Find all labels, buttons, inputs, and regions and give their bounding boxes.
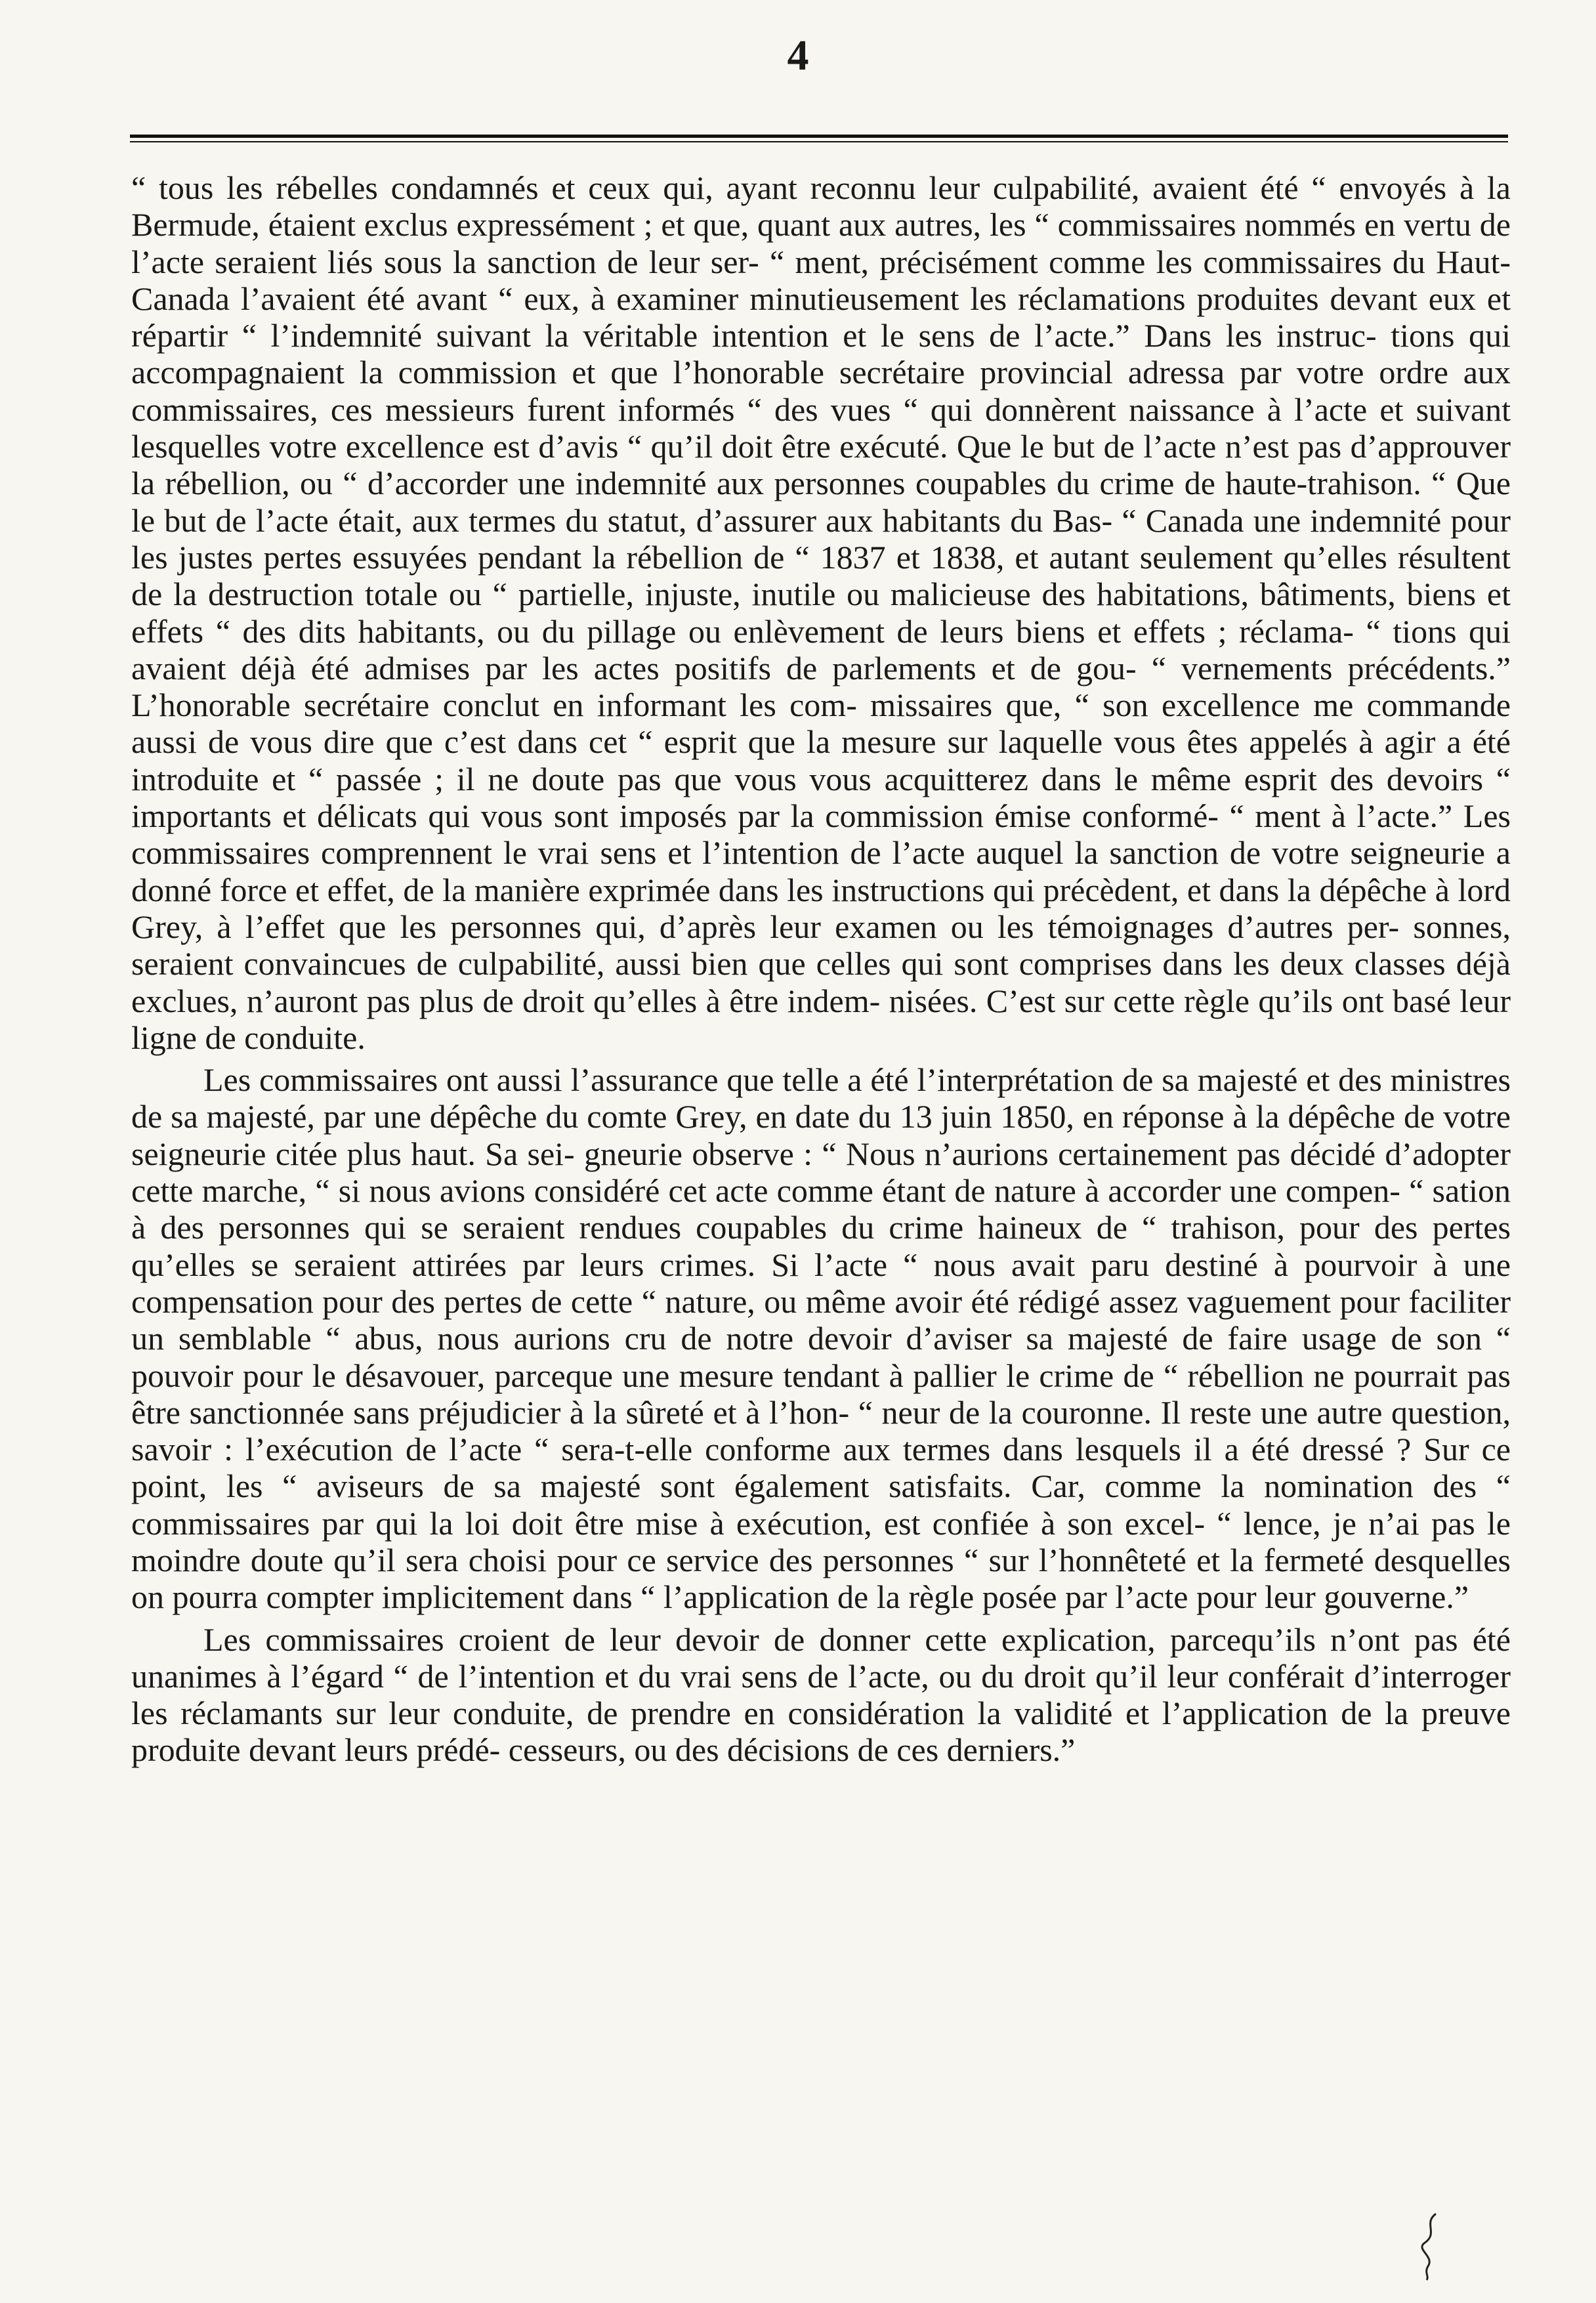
- paragraph-2: Les commissaires ont aussi l’assurance que telle a été l’interprétation de sa majesté et des ministres de sa majesté, par une dépêche du comte Grey, en date du 13 juin 1850, en réponse à la dépêche de votre seigneurie citée plus haut. Sa sei- gneurie observe : “ Nous n’aurions certainement pas décidé d’adopter cette marche, “ si nous avions considéré cet acte comme étant de nature à accorder une compen- “ sation à des personnes qui se seraient rendues coupables du crime haineux de “ trahison, pour des pertes qu’elles se seraient attirées par leurs crimes. Si l’acte “ nous avait paru destiné à pourvoir à une compensation pour des pertes de cette “ nature, ou même avoir été rédigé assez vaguement pour faciliter un semblable “ abus, nous aurions cru de notre devoir d’aviser sa majesté de faire usage de son “ pouvoir pour le désavouer, parceque une mesure tendant à pallier le crime de “ rébellion ne pourrait pas être sanctionnée sans préjudicier à la sûreté et à l’hon- “ neur de la couronne. Il reste une autre question, savoir : l’exécution de l’acte “ sera-t-elle conforme aux termes dans lesquels il a été dressé ? Sur ce point, les “ aviseurs de sa majesté sont également satisfaits. Car, comme la nomination des “ commissaires par qui la loi doit être mise à exécution, est confiée à son excel- “ lence, je n’ai pas le moindre doute qu’il sera choisi pour ce service des personnes “ sur l’honnêteté et la fermeté desquelles on pourra compter implicitement dans “ l’application de la règle posée par l’acte pour leur gouverne.”: [131, 1061, 1511, 1616]
- header-rule-thick: [130, 135, 1508, 138]
- page-number: 4: [787, 32, 809, 79]
- paragraph-spacer: [131, 1616, 1511, 1621]
- header-rule-thin: [130, 141, 1508, 142]
- handwritten-mark-icon: [1410, 2210, 1449, 2283]
- body-text: [131, 169, 1511, 1769]
- paragraph-3: Les commissaires croient de leur devoir de donner cette explication, parcequ’ils n’ont pas été unanimes à l’égard “ de l’intention et du vrai sens de l’acte, ou du droit qu’il leur conférait d’interroger les réclamants sur leur conduite, de prendre en considération la validité et l’application de la preuve produite devant leurs prédé- cesseurs, ou des décisions de ces derniers.”: [131, 1620, 1511, 1769]
- paragraph-1: “ tous les rébelles condamnés et ceux qui, ayant reconnu leur culpabilité, avaient été “ envoyés à la Bermude, étaient exclus expressément ; et que, quant aux autres, les “ commissaires nommés en vertu de l’acte seraient liés sous la sanction de leur ser- “ ment, précisément comme les commissaires du Haut-Canada l’avaient été avant “ eux, à examiner minutieusement les réclamations produites devant eux et répartir “ l’indemnité suivant la véritable intention et le sens de l’acte.” Dans les instruc- tions qui accompagnaient la commission et que l’honorable secrétaire provincial adressa par votre ordre aux commissaires, ces messieurs furent informés “ des vues “ qui donnèrent naissance à l’acte et suivant lesquelles votre excellence est d’avis “ qu’il doit être exécuté. Que le but de l’acte n’est pas d’approuver la rébellion, ou “ d’accorder une indemnité aux personnes coupables du crime de haute-trahison. “ Que le but de l’acte était, aux termes du statut, d’assurer aux habitants du Bas- “ Canada une indemnité pour les justes pertes essuyées pendant la rébellion de “ 1837 et 1838, et autant seulement qu’elles résultent de la destruction totale ou “ partielle, injuste, inutile ou malicieuse des habitations, bâtiments, biens et effets “ des dits habitants, ou du pillage ou enlèvement de leurs biens et effets ; réclama- “ tions qui avaient déjà été admises par les actes positifs de parlements et de gou- “ vernements précédents.” L’honorable secrétaire conclut en informant les com- missaires que, “ son excellence me commande aussi de vous dire que c’est dans cet “ esprit que la mesure sur laquelle vous êtes appelés à agir a été introduite et “ passée ; il ne doute pas que vous vous acquitterez dans le même esprit des devoirs “ importants et délicats qui vous sont imposés par la commission émise conformé- “ ment à l’acte.” Les commissaires comprennent le vrai sens et l’intention de l’acte auquel la sanction de votre seigneurie a donné force et effet, de la manière exprimée dans les instructions qui précèdent, et dans la dépêche à lord Grey, à l’effet que les personnes qui, d’après leur examen ou les témoignages d’autres per- sonnes, seraient convaincues de culpabilité, aussi bien que celles qui sont comprises dans les deux classes déjà exclues, n’auront pas plus de droit qu’elles à être indem- nisées. C’est sur cette règle qu’ils ont basé leur ligne de conduite.: [131, 169, 1511, 1056]
- paragraph-spacer: [131, 1056, 1511, 1061]
